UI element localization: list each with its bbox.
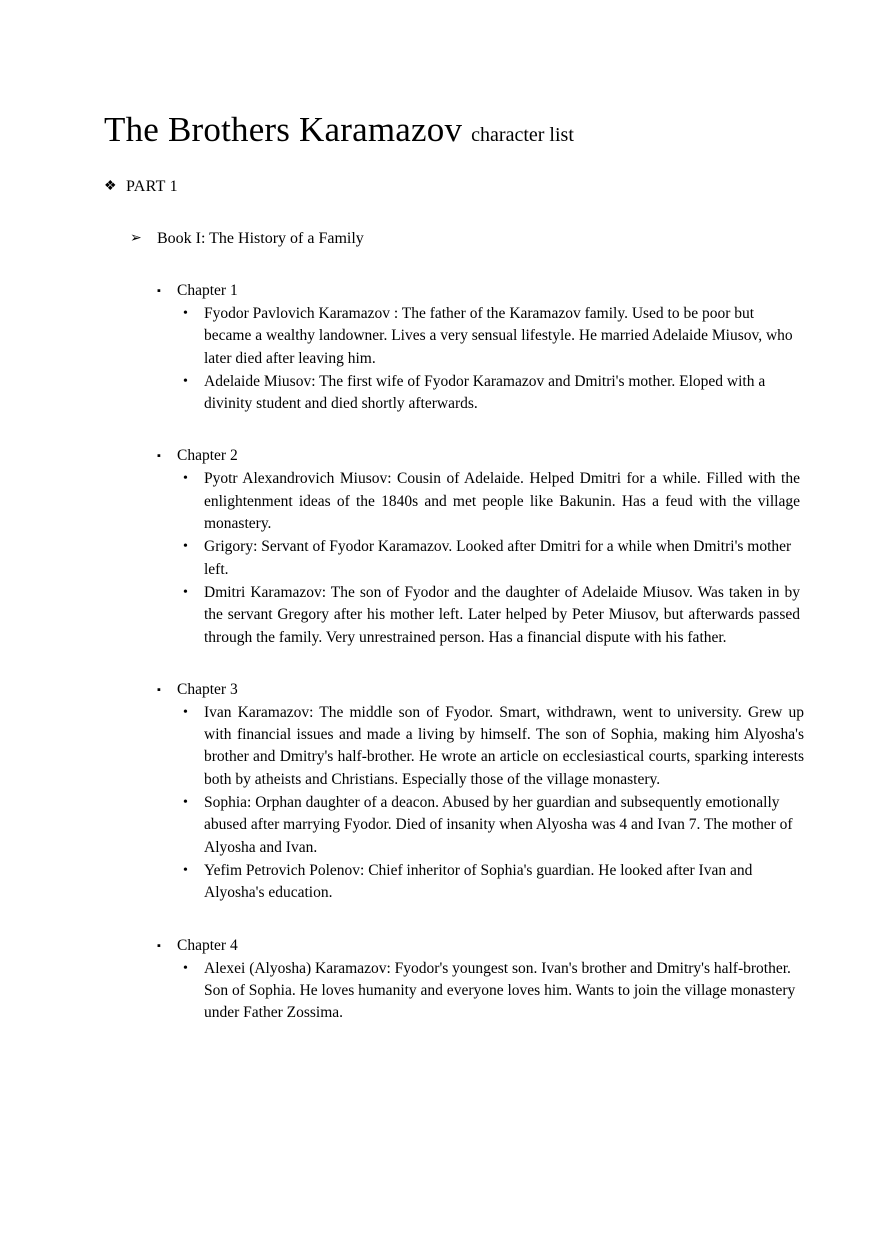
outline-item-entry [0,582,880,649]
outline-item-chapter [0,679,880,701]
square-bullet-icon: ▪ [157,683,161,696]
round-bullet-icon: • [183,704,188,720]
character-entry-text: Pyotr Alexandrovich Miusov: Cousin of Adelaide. Helped Dmitri for a while. Filled with the enlightenment ideas of the 1840s and met people like Bakunin. Has a feud with the village monastery. [204,470,800,533]
outline-item-entry [0,303,880,370]
outline-item-part [0,176,880,198]
square-bullet-icon: ▪ [157,939,161,952]
round-bullet-icon: • [183,795,188,811]
outline-item-book [0,228,880,250]
chapter-group [0,935,880,1025]
outline-item-chapter [0,280,880,302]
character-entry-text: Dmitri Karamazov: The son of Fyodor and the daughter of Adelaide Miusov. Was taken in by the servant Gregory after his mother left. Later helped by Peter Miusov, but afterwards passed through the family. Very unrestrained person. Has a financial dispute with his father. [204,583,800,646]
document-title-block [104,110,574,155]
outline-item-entry [0,468,880,535]
character-entry-text: Sophia: Orphan daughter of a deacon. Abused by her guardian and subsequently emotionally abused after marrying Fyodor. Died of insanity when Alyosha was 4 and Ivan 7. The mother of Alyosha and Ivan. [204,794,793,856]
page-title: The Brothers Karamazov [104,110,463,149]
character-entry-text: Alexei (Alyosha) Karamazov: Fyodor's youngest son. Ivan's brother and Dmitry's half-brother. Son of Sophia. He loves humanity and everyone loves him. Wants to join the village monastery under Father Zossima. [204,959,796,1022]
chapter-label: Chapter 3 [177,680,238,698]
outline-list [0,176,880,1024]
round-bullet-icon: • [183,960,188,976]
outline-item-chapter [0,445,880,467]
character-entry-text: Fyodor Pavlovich Karamazov : The father of the Karamazov family. Used to be poor but became a wealthy landowner. Lives a very sensual lifestyle. He married Adelaide Miusov, who later died after leaving him. [204,305,793,367]
round-bullet-icon: • [183,471,188,487]
outline-item-entry [0,792,880,859]
outline-item-entry [0,536,880,581]
round-bullet-icon: • [183,584,188,600]
character-entry-text: Ivan Karamazov: The middle son of Fyodor. Smart, withdrawn, went to university. Grew up with financial issues and made a living by himself. The son of Sophia, making him Alyosha's brother and Dmitry's half-brother. He wrote an article on ecclesiastical courts, sparking interests both by atheists and Christians. Especially those of the village monastery. [204,703,804,788]
square-bullet-icon: ▪ [157,450,161,463]
chapter-group [0,679,880,905]
round-bullet-icon: • [183,862,188,878]
character-entry-text: Yefim Petrovich Polenov: Chief inheritor of Sophia's guardian. He looked after Ivan and Alyosha's education. [204,861,753,902]
round-bullet-icon: • [183,373,188,389]
page-subtitle: character list [471,124,574,146]
chapter-label: Chapter 4 [177,936,238,954]
chapter-group [0,445,880,648]
square-bullet-icon: ▪ [157,285,161,297]
outline-item-entry [0,860,880,905]
outline-item-chapter [0,935,880,957]
outline-item-entry [0,958,880,1025]
chapter-label: Chapter 1 [177,282,238,299]
round-bullet-icon: • [183,306,188,321]
round-bullet-icon: • [183,539,188,555]
part-label: PART 1 [126,178,178,195]
arrowhead-bullet-icon: ➢ [130,231,142,246]
outline-item-entry [0,371,880,416]
book-label: Book I: The History of a Family [157,230,364,247]
chapter-label: Chapter 2 [177,447,238,465]
chapter-group [0,280,880,415]
character-entry-text: Adelaide Miusov: The first wife of Fyodor Karamazov and Dmitri's mother. Eloped with a divinity student and died shortly afterwards. [204,372,766,413]
diamond-bullet-icon: ❖ [104,179,117,194]
outline-item-entry [0,702,880,791]
character-entry-text: Grigory: Servant of Fyodor Karamazov. Looked after Dmitri for a while when Dmitri's mother left. [204,538,792,578]
